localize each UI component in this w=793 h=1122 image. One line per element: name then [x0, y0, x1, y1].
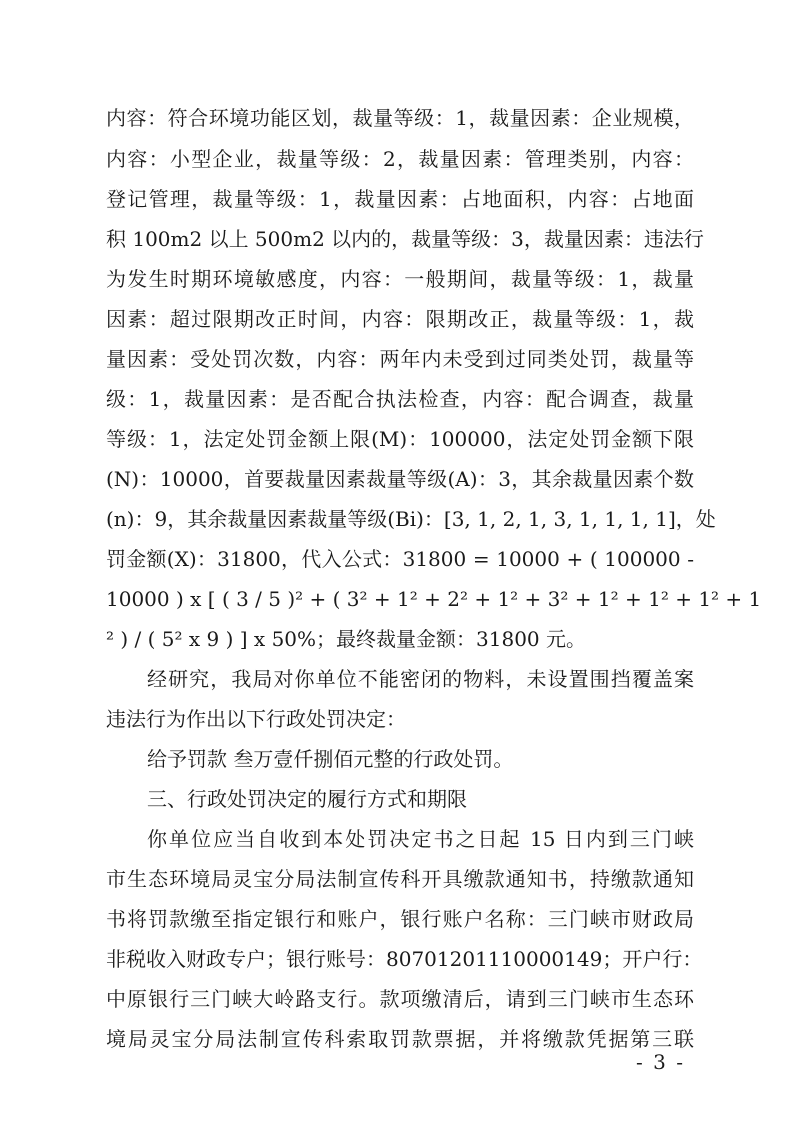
text-line: 等级：1，法定处罚金额上限(M)：100000，法定处罚金额下限 [106, 427, 694, 451]
text-line: ² ) / ( 5² x 9 ) ] x 50%；最终裁量金额：31800 元。 [106, 627, 586, 651]
text-line: 级：1，裁量因素：是否配合执法检查，内容：配合调查，裁量 [106, 387, 694, 411]
text-line: 积 100m2 以上 500m2 以内的，裁量等级：3，裁量因素：违法行 [106, 227, 704, 251]
paragraph-start: 你单位应当自收到本处罚决定书之日起 15 日内到三门峡 [147, 827, 694, 851]
text-line: 10000 ) x [ ( 3 / 5 )² + ( 3² + 1² + 2² + 1² + 3² + 1² + 1² + 1² + 1 [106, 587, 762, 611]
penalty-decision: 给予罚款 叁万壹仟捌佰元整的行政处罚。 [147, 747, 514, 771]
text-line: 市生态环境局灵宝分局法制宣传科开具缴款通知书，持缴款通知 [106, 867, 694, 891]
text-line: 中原银行三门峡大岭路支行。款项缴清后，请到三门峡市生态环 [106, 987, 694, 1011]
text-line: 登记管理，裁量等级：1，裁量因素：占地面积，内容：占地面 [106, 187, 694, 211]
text-line: (n)：9，其余裁量因素裁量等级(Bi)：[3, 1, 2, 1, 3, 1, 1, 1, 1]，处 [106, 507, 716, 531]
page-number: - 3 - [636, 1050, 685, 1074]
text-line: 因素：超过限期改正时间，内容：限期改正，裁量等级：1，裁 [106, 307, 694, 331]
text-line: 罚金额(X)：31800，代入公式：31800 = 10000 + ( 100000 - [106, 547, 694, 571]
text-line: 境局灵宝分局法制宣传科索取罚款票据，并将缴款凭据第三联 [106, 1027, 694, 1051]
paragraph-start: 经研究，我局对你单位不能密闭的物料，未设置围挡覆盖案 [147, 667, 694, 691]
section-heading: 三、行政处罚决定的履行方式和期限 [147, 787, 467, 811]
text-line: 非税收入财政专户；银行账号：80701201110000149；开户行： [106, 947, 703, 971]
text-line: 书将罚款缴至指定银行和账户，银行账户名称：三门峡市财政局 [106, 907, 694, 931]
text-line: 为发生时期环境敏感度，内容：一般期间，裁量等级：1，裁量 [106, 267, 694, 291]
text-line: 内容：符合环境功能区划，裁量等级：1，裁量因素：企业规模， [106, 106, 694, 130]
text-line: 违法行为作出以下行政处罚决定： [106, 707, 406, 731]
text-line: (N)：10000，首要裁量因素裁量等级(A)：3，其余裁量因素个数 [106, 467, 694, 491]
text-line: 内容：小型企业，裁量等级：2，裁量因素：管理类别，内容： [106, 147, 694, 171]
text-line: 量因素：受处罚次数，内容：两年内未受到过同类处罚，裁量等 [106, 347, 694, 371]
